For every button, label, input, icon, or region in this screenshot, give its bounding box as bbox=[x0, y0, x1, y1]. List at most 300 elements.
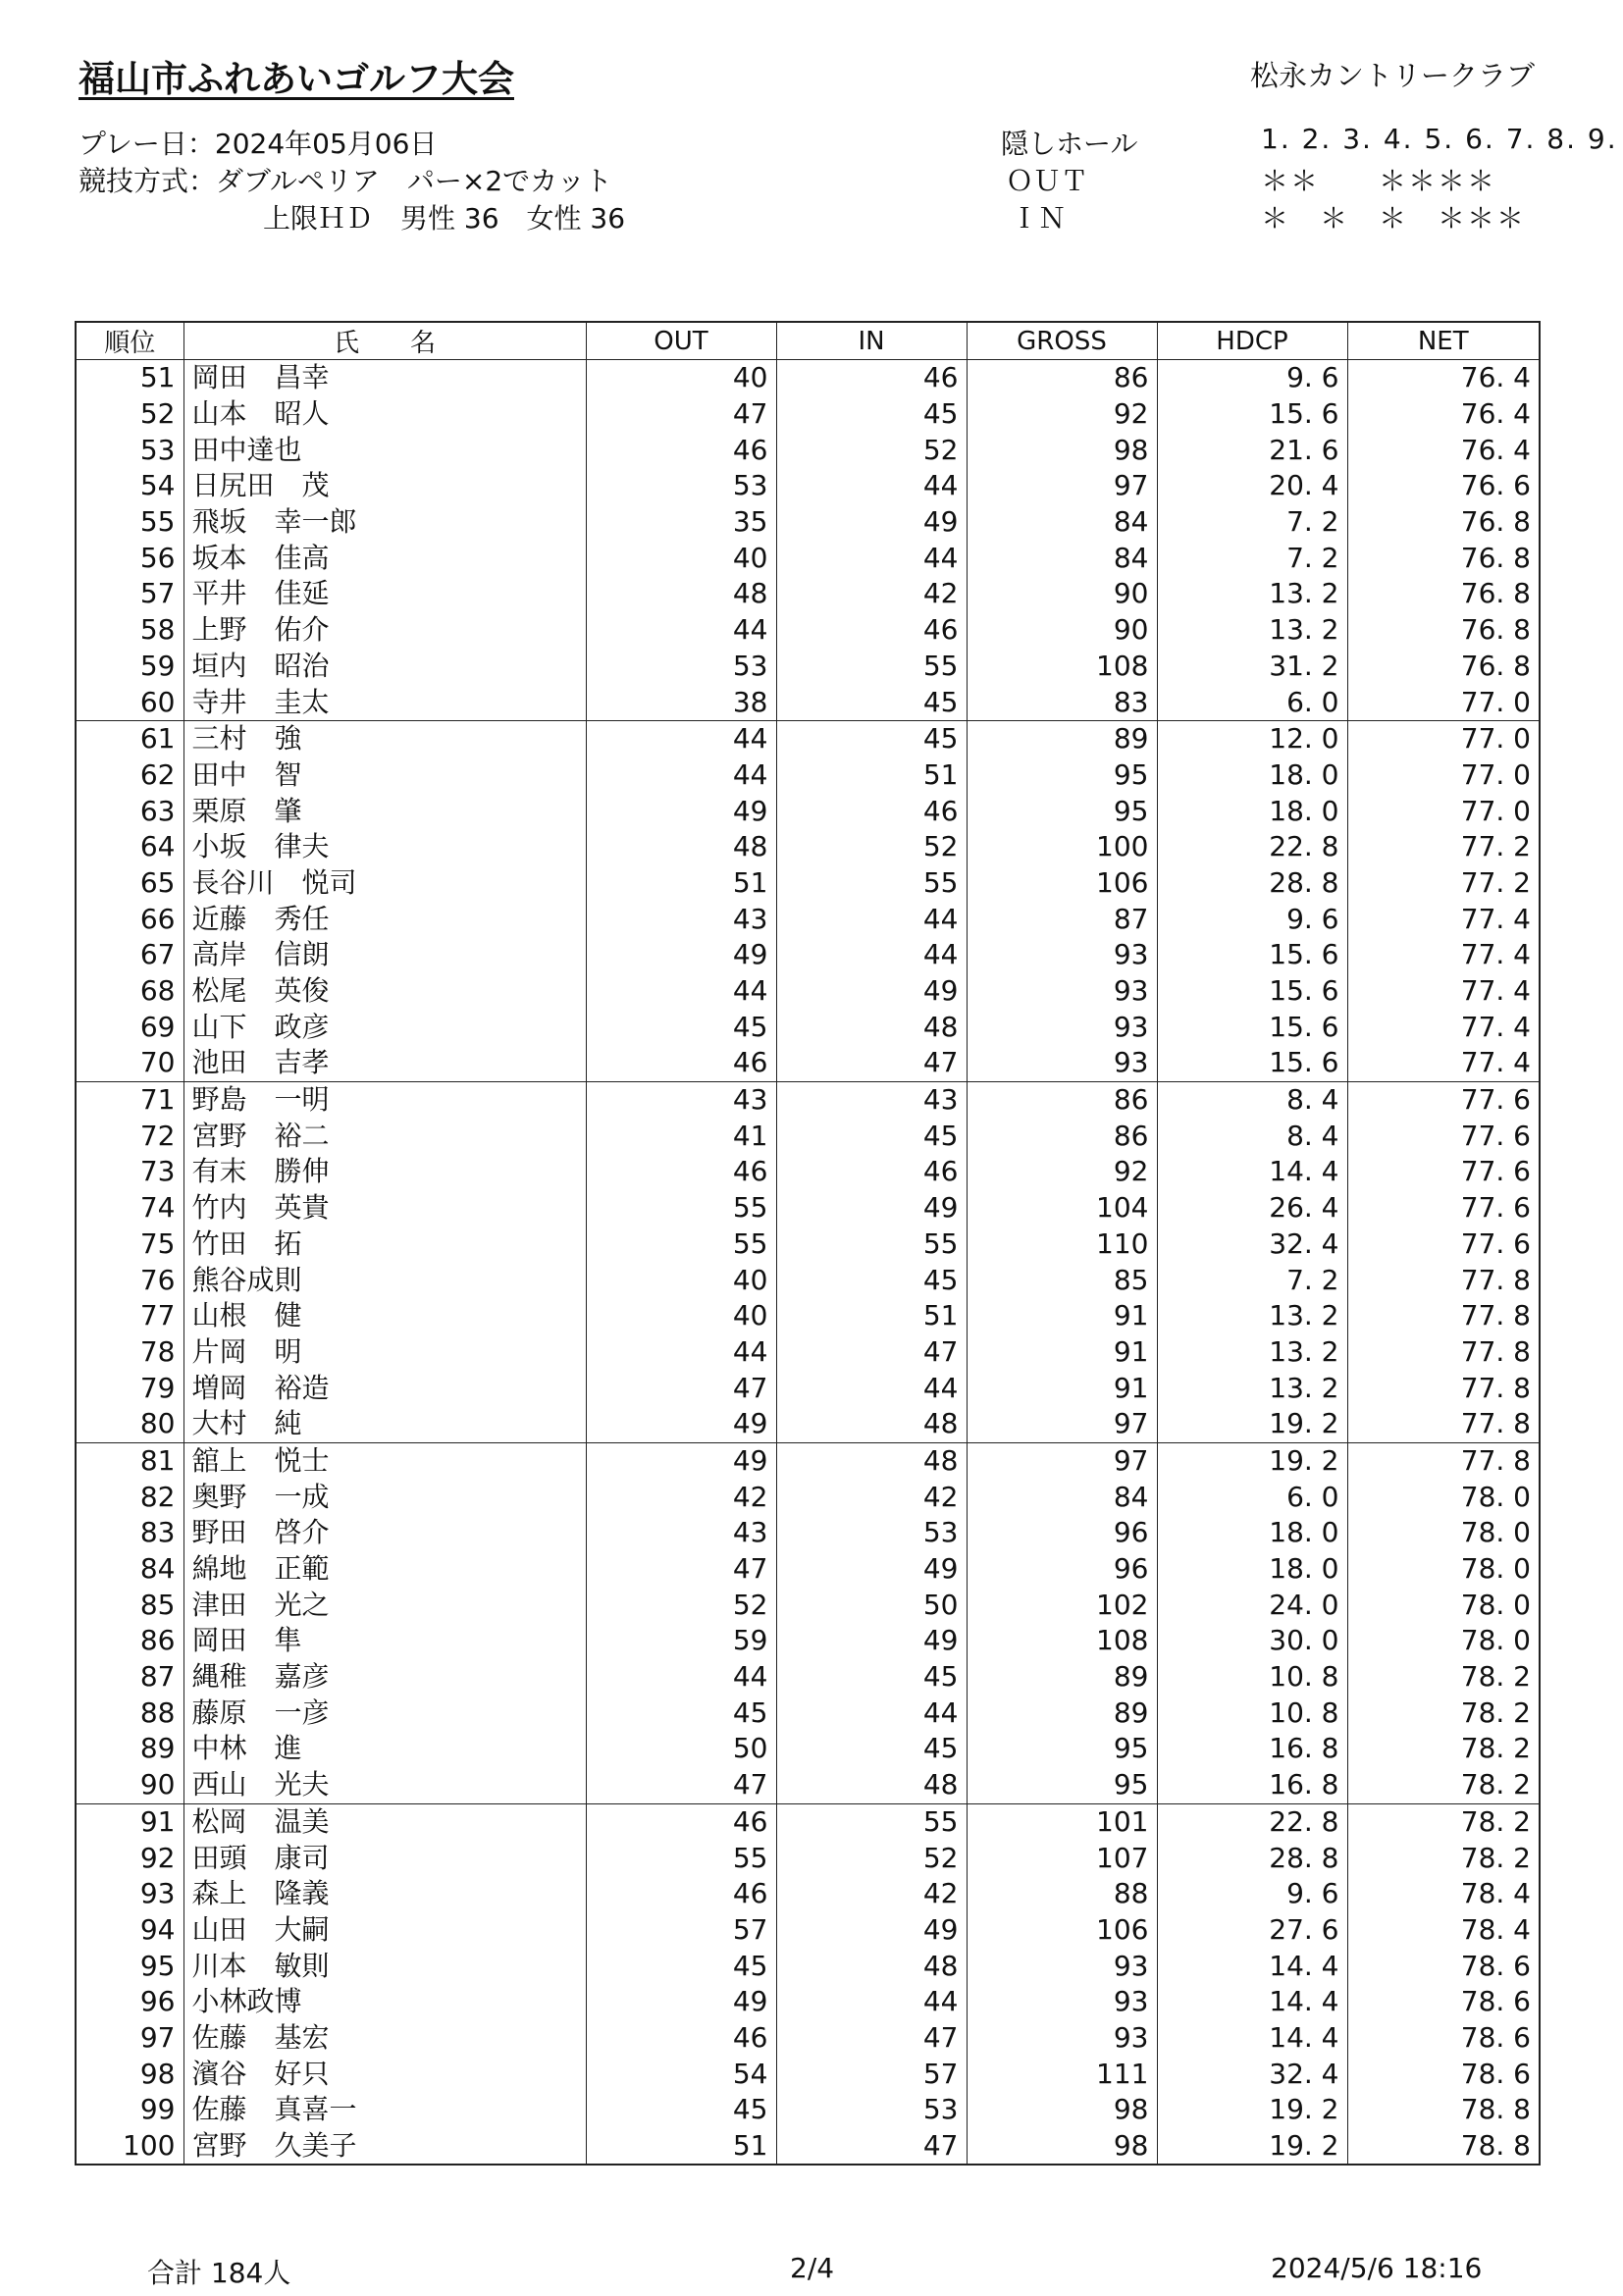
hdcp-cell: 9. 6 bbox=[1157, 901, 1347, 937]
in-cell: 44 bbox=[776, 468, 967, 504]
rank-cell: 98 bbox=[76, 2056, 183, 2092]
name-cell: 池田 吉孝 bbox=[183, 1045, 586, 1081]
out-cell: 40 bbox=[586, 1298, 776, 1334]
name-cell: 山下 政彦 bbox=[183, 1009, 586, 1045]
out-cell: 49 bbox=[586, 1984, 776, 2020]
rank-cell: 99 bbox=[76, 2092, 183, 2128]
rank-cell: 89 bbox=[76, 1731, 183, 1767]
out-cell: 40 bbox=[586, 540, 776, 576]
table-row bbox=[76, 720, 1540, 757]
rank-cell: 54 bbox=[76, 468, 183, 504]
gross-cell: 89 bbox=[967, 720, 1157, 757]
rank-cell: 78 bbox=[76, 1334, 183, 1371]
hidden-in-marks: ＊ ＊ ＊ ＊＊＊ bbox=[1261, 202, 1527, 235]
col-out: OUT bbox=[586, 322, 776, 360]
net-cell: 78. 4 bbox=[1347, 1876, 1540, 1912]
hdcp-cell: 31. 2 bbox=[1157, 649, 1347, 685]
out-cell: 53 bbox=[586, 468, 776, 504]
in-cell: 55 bbox=[776, 865, 967, 902]
hdcp-cell: 22. 8 bbox=[1157, 829, 1347, 865]
gross-cell: 91 bbox=[967, 1370, 1157, 1406]
out-cell: 46 bbox=[586, 1876, 776, 1912]
out-cell: 46 bbox=[586, 1154, 776, 1190]
table-row bbox=[76, 1154, 1540, 1190]
net-cell: 78. 2 bbox=[1347, 1803, 1540, 1840]
net-cell: 77. 0 bbox=[1347, 720, 1540, 757]
rank-cell: 85 bbox=[76, 1587, 183, 1623]
out-cell: 53 bbox=[586, 649, 776, 685]
out-cell: 49 bbox=[586, 937, 776, 973]
table-row bbox=[76, 684, 1540, 720]
hdcp-cell: 13. 2 bbox=[1157, 612, 1347, 649]
table-row bbox=[76, 1731, 1540, 1767]
gross-cell: 93 bbox=[967, 1009, 1157, 1045]
name-cell: 宮野 裕二 bbox=[183, 1118, 586, 1154]
net-cell: 78. 6 bbox=[1347, 2056, 1540, 2092]
in-cell: 45 bbox=[776, 1262, 967, 1298]
gross-cell: 97 bbox=[967, 1406, 1157, 1442]
out-cell: 57 bbox=[586, 1912, 776, 1949]
in-cell: 52 bbox=[776, 432, 967, 468]
name-cell: 平井 佳延 bbox=[183, 576, 586, 612]
in-cell: 44 bbox=[776, 1984, 967, 2020]
table-row bbox=[76, 829, 1540, 865]
in-cell: 53 bbox=[776, 1515, 967, 1551]
out-cell: 40 bbox=[586, 1262, 776, 1298]
in-cell: 47 bbox=[776, 2128, 967, 2166]
hidden-out-marks: ＊＊ ＊＊＊＊ bbox=[1261, 165, 1497, 197]
out-cell: 46 bbox=[586, 2020, 776, 2057]
rank-cell: 79 bbox=[76, 1370, 183, 1406]
gross-cell: 107 bbox=[967, 1840, 1157, 1876]
rank-cell: 68 bbox=[76, 973, 183, 1010]
in-cell: 47 bbox=[776, 1045, 967, 1081]
table-row bbox=[76, 973, 1540, 1010]
rank-cell: 87 bbox=[76, 1659, 183, 1696]
out-cell: 45 bbox=[586, 1948, 776, 1984]
hidden-out-label: ＯＵＴ bbox=[1006, 165, 1089, 197]
rank-cell: 94 bbox=[76, 1912, 183, 1949]
out-cell: 52 bbox=[586, 1587, 776, 1623]
net-cell: 77. 0 bbox=[1347, 793, 1540, 829]
gross-cell: 96 bbox=[967, 1515, 1157, 1551]
out-cell: 49 bbox=[586, 1406, 776, 1442]
net-cell: 78. 2 bbox=[1347, 1659, 1540, 1696]
in-cell: 44 bbox=[776, 1695, 967, 1731]
hdcp-cell: 15. 6 bbox=[1157, 396, 1347, 433]
hdcp-cell: 18. 0 bbox=[1157, 757, 1347, 794]
name-cell: 垣内 昭治 bbox=[183, 649, 586, 685]
out-cell: 40 bbox=[586, 360, 776, 396]
gross-cell: 93 bbox=[967, 973, 1157, 1010]
in-cell: 51 bbox=[776, 757, 967, 794]
net-cell: 76. 6 bbox=[1347, 468, 1540, 504]
name-cell: 熊谷成則 bbox=[183, 1262, 586, 1298]
rank-cell: 64 bbox=[76, 829, 183, 865]
in-cell: 42 bbox=[776, 1479, 967, 1515]
net-cell: 77. 8 bbox=[1347, 1262, 1540, 1298]
in-cell: 42 bbox=[776, 1876, 967, 1912]
col-in: IN bbox=[776, 322, 967, 360]
in-cell: 44 bbox=[776, 540, 967, 576]
gross-cell: 98 bbox=[967, 432, 1157, 468]
net-cell: 78. 6 bbox=[1347, 1948, 1540, 1984]
in-cell: 52 bbox=[776, 1840, 967, 1876]
in-cell: 45 bbox=[776, 1659, 967, 1696]
rank-cell: 60 bbox=[76, 684, 183, 720]
hdcp-cell: 28. 8 bbox=[1157, 1840, 1347, 1876]
hdcp-cell: 15. 6 bbox=[1157, 1045, 1347, 1081]
gross-cell: 83 bbox=[967, 684, 1157, 720]
hdcp-cell: 19. 2 bbox=[1157, 2092, 1347, 2128]
net-cell: 77. 4 bbox=[1347, 973, 1540, 1010]
net-cell: 77. 0 bbox=[1347, 684, 1540, 720]
gross-cell: 85 bbox=[967, 1262, 1157, 1298]
gross-cell: 93 bbox=[967, 1045, 1157, 1081]
hdcp-cell: 32. 4 bbox=[1157, 2056, 1347, 2092]
gross-cell: 86 bbox=[967, 360, 1157, 396]
name-cell: 津田 光之 bbox=[183, 1587, 586, 1623]
out-cell: 46 bbox=[586, 1803, 776, 1840]
out-cell: 54 bbox=[586, 2056, 776, 2092]
hdcp-cell: 28. 8 bbox=[1157, 865, 1347, 902]
name-cell: 中林 進 bbox=[183, 1731, 586, 1767]
hdcp-cell: 14. 4 bbox=[1157, 2020, 1347, 2057]
table-row bbox=[76, 865, 1540, 902]
out-cell: 47 bbox=[586, 1767, 776, 1803]
gross-cell: 84 bbox=[967, 1479, 1157, 1515]
rank-cell: 62 bbox=[76, 757, 183, 794]
out-cell: 42 bbox=[586, 1479, 776, 1515]
gross-cell: 95 bbox=[967, 757, 1157, 794]
in-cell: 49 bbox=[776, 973, 967, 1010]
total-participants: 合計 184人 bbox=[147, 2257, 291, 2289]
gross-cell: 86 bbox=[967, 1081, 1157, 1118]
in-cell: 50 bbox=[776, 1587, 967, 1623]
in-cell: 49 bbox=[776, 1623, 967, 1659]
out-cell: 47 bbox=[586, 1551, 776, 1588]
table-row bbox=[76, 901, 1540, 937]
hdcp-cell: 7. 2 bbox=[1157, 540, 1347, 576]
hdcp-cell: 6. 0 bbox=[1157, 1479, 1347, 1515]
name-cell: 日尻田 茂 bbox=[183, 468, 586, 504]
net-cell: 78. 2 bbox=[1347, 1767, 1540, 1803]
gross-cell: 92 bbox=[967, 1154, 1157, 1190]
table-row bbox=[76, 1081, 1540, 1118]
net-cell: 78. 0 bbox=[1347, 1551, 1540, 1588]
gross-cell: 106 bbox=[967, 1912, 1157, 1949]
net-cell: 77. 8 bbox=[1347, 1298, 1540, 1334]
rank-cell: 75 bbox=[76, 1226, 183, 1263]
rank-cell: 70 bbox=[76, 1045, 183, 1081]
out-cell: 46 bbox=[586, 1045, 776, 1081]
table-row bbox=[76, 1370, 1540, 1406]
gross-cell: 108 bbox=[967, 649, 1157, 685]
page-title: 福山市ふれあいゴルフ大会 bbox=[79, 58, 514, 100]
name-cell: 山本 昭人 bbox=[183, 396, 586, 433]
in-cell: 57 bbox=[776, 2056, 967, 2092]
gross-cell: 102 bbox=[967, 1587, 1157, 1623]
table-row bbox=[76, 612, 1540, 649]
name-cell: 舘上 悦士 bbox=[183, 1442, 586, 1479]
rank-cell: 96 bbox=[76, 1984, 183, 2020]
table-row bbox=[76, 2092, 1540, 2128]
in-cell: 43 bbox=[776, 1081, 967, 1118]
rank-cell: 67 bbox=[76, 937, 183, 973]
table-row bbox=[76, 1551, 1540, 1588]
in-cell: 46 bbox=[776, 360, 967, 396]
in-cell: 49 bbox=[776, 504, 967, 541]
out-cell: 46 bbox=[586, 432, 776, 468]
net-cell: 77. 6 bbox=[1347, 1190, 1540, 1226]
table-row bbox=[76, 1045, 1540, 1081]
hdcp-cell: 7. 2 bbox=[1157, 504, 1347, 541]
table-row bbox=[76, 1442, 1540, 1479]
table-row bbox=[76, 540, 1540, 576]
hdcp-cell: 15. 6 bbox=[1157, 973, 1347, 1010]
out-cell: 38 bbox=[586, 684, 776, 720]
net-cell: 77. 4 bbox=[1347, 1009, 1540, 1045]
in-cell: 53 bbox=[776, 2092, 967, 2128]
net-cell: 77. 8 bbox=[1347, 1370, 1540, 1406]
name-cell: 上野 佑介 bbox=[183, 612, 586, 649]
out-cell: 55 bbox=[586, 1190, 776, 1226]
name-cell: 栗原 肇 bbox=[183, 793, 586, 829]
name-cell: 小坂 律夫 bbox=[183, 829, 586, 865]
table-row bbox=[76, 1912, 1540, 1949]
rank-cell: 57 bbox=[76, 576, 183, 612]
hdcp-cell: 16. 8 bbox=[1157, 1731, 1347, 1767]
table-row bbox=[76, 1948, 1540, 1984]
out-cell: 41 bbox=[586, 1118, 776, 1154]
net-cell: 77. 6 bbox=[1347, 1081, 1540, 1118]
hdcp-cell: 7. 2 bbox=[1157, 1262, 1347, 1298]
hdcp-cell: 32. 4 bbox=[1157, 1226, 1347, 1263]
rank-cell: 97 bbox=[76, 2020, 183, 2057]
out-cell: 45 bbox=[586, 1009, 776, 1045]
table-row bbox=[76, 1190, 1540, 1226]
gross-cell: 88 bbox=[967, 1876, 1157, 1912]
table-row bbox=[76, 1479, 1540, 1515]
rank-cell: 69 bbox=[76, 1009, 183, 1045]
gross-cell: 93 bbox=[967, 2020, 1157, 2057]
handicap-limit: 上限ＨＤ 男性 36 女性 36 bbox=[263, 202, 626, 235]
name-cell: 有末 勝伸 bbox=[183, 1154, 586, 1190]
rank-cell: 56 bbox=[76, 540, 183, 576]
rank-cell: 66 bbox=[76, 901, 183, 937]
out-cell: 47 bbox=[586, 396, 776, 433]
out-cell: 43 bbox=[586, 901, 776, 937]
out-cell: 44 bbox=[586, 1659, 776, 1696]
rank-cell: 100 bbox=[76, 2128, 183, 2166]
rank-cell: 52 bbox=[76, 396, 183, 433]
gross-cell: 96 bbox=[967, 1551, 1157, 1588]
rank-cell: 72 bbox=[76, 1118, 183, 1154]
rank-cell: 93 bbox=[76, 1876, 183, 1912]
hdcp-cell: 10. 8 bbox=[1157, 1659, 1347, 1696]
in-cell: 45 bbox=[776, 1118, 967, 1154]
net-cell: 78. 6 bbox=[1347, 1984, 1540, 2020]
name-cell: 大村 純 bbox=[183, 1406, 586, 1442]
hdcp-cell: 8. 4 bbox=[1157, 1081, 1347, 1118]
in-cell: 55 bbox=[776, 649, 967, 685]
table-row bbox=[76, 1695, 1540, 1731]
gross-cell: 106 bbox=[967, 865, 1157, 902]
name-cell: 三村 強 bbox=[183, 720, 586, 757]
name-cell: 佐藤 真喜一 bbox=[183, 2092, 586, 2128]
in-cell: 49 bbox=[776, 1190, 967, 1226]
rank-cell: 81 bbox=[76, 1442, 183, 1479]
name-cell: 飛坂 幸一郎 bbox=[183, 504, 586, 541]
hdcp-cell: 9. 6 bbox=[1157, 360, 1347, 396]
name-cell: 山根 健 bbox=[183, 1298, 586, 1334]
rank-cell: 77 bbox=[76, 1298, 183, 1334]
hdcp-cell: 24. 0 bbox=[1157, 1587, 1347, 1623]
table-row bbox=[76, 576, 1540, 612]
net-cell: 77. 4 bbox=[1347, 901, 1540, 937]
name-cell: 宮野 久美子 bbox=[183, 2128, 586, 2166]
rank-cell: 82 bbox=[76, 1479, 183, 1515]
rank-cell: 71 bbox=[76, 1081, 183, 1118]
net-cell: 77. 4 bbox=[1347, 1045, 1540, 1081]
in-cell: 44 bbox=[776, 1370, 967, 1406]
out-cell: 43 bbox=[586, 1515, 776, 1551]
page-number: 2/4 bbox=[790, 2252, 835, 2284]
net-cell: 76. 4 bbox=[1347, 360, 1540, 396]
out-cell: 43 bbox=[586, 1081, 776, 1118]
name-cell: 田中 智 bbox=[183, 757, 586, 794]
table-row bbox=[76, 2056, 1540, 2092]
out-cell: 49 bbox=[586, 793, 776, 829]
net-cell: 78. 0 bbox=[1347, 1587, 1540, 1623]
in-cell: 47 bbox=[776, 2020, 967, 2057]
in-cell: 45 bbox=[776, 396, 967, 433]
rank-cell: 91 bbox=[76, 1803, 183, 1840]
in-cell: 45 bbox=[776, 720, 967, 757]
name-cell: 野田 啓介 bbox=[183, 1515, 586, 1551]
rank-cell: 76 bbox=[76, 1262, 183, 1298]
rank-cell: 53 bbox=[76, 432, 183, 468]
in-cell: 52 bbox=[776, 829, 967, 865]
hdcp-cell: 18. 0 bbox=[1157, 793, 1347, 829]
table-row bbox=[76, 1767, 1540, 1803]
rank-cell: 73 bbox=[76, 1154, 183, 1190]
net-cell: 76. 8 bbox=[1347, 649, 1540, 685]
out-cell: 59 bbox=[586, 1623, 776, 1659]
gross-cell: 104 bbox=[967, 1190, 1157, 1226]
table-row bbox=[76, 360, 1540, 396]
gross-cell: 84 bbox=[967, 504, 1157, 541]
out-cell: 49 bbox=[586, 1442, 776, 1479]
name-cell: 山田 大嗣 bbox=[183, 1912, 586, 1949]
hdcp-cell: 14. 4 bbox=[1157, 1154, 1347, 1190]
name-cell: 縄稚 嘉彦 bbox=[183, 1659, 586, 1696]
gross-cell: 93 bbox=[967, 1984, 1157, 2020]
col-name: 氏 名 bbox=[183, 322, 586, 360]
table-row bbox=[76, 1587, 1540, 1623]
hdcp-cell: 22. 8 bbox=[1157, 1803, 1347, 1840]
hdcp-cell: 14. 4 bbox=[1157, 1984, 1347, 2020]
net-cell: 78. 4 bbox=[1347, 1912, 1540, 1949]
out-cell: 44 bbox=[586, 720, 776, 757]
net-cell: 78. 2 bbox=[1347, 1695, 1540, 1731]
hdcp-cell: 21. 6 bbox=[1157, 432, 1347, 468]
gross-cell: 98 bbox=[967, 2092, 1157, 2128]
hdcp-cell: 19. 2 bbox=[1157, 1442, 1347, 1479]
table-row bbox=[76, 1334, 1540, 1371]
print-timestamp: 2024/5/6 18:16 bbox=[1271, 2252, 1483, 2284]
name-cell: 長谷川 悦司 bbox=[183, 865, 586, 902]
rank-cell: 90 bbox=[76, 1767, 183, 1803]
gross-cell: 111 bbox=[967, 2056, 1157, 2092]
gross-cell: 93 bbox=[967, 937, 1157, 973]
gross-cell: 92 bbox=[967, 396, 1157, 433]
net-cell: 78. 2 bbox=[1347, 1840, 1540, 1876]
hdcp-cell: 12. 0 bbox=[1157, 720, 1347, 757]
in-cell: 48 bbox=[776, 1009, 967, 1045]
rank-cell: 80 bbox=[76, 1406, 183, 1442]
table-row bbox=[76, 432, 1540, 468]
name-cell: 増岡 裕造 bbox=[183, 1370, 586, 1406]
in-cell: 49 bbox=[776, 1551, 967, 1588]
hidden-in-label: ＩＮ bbox=[1011, 202, 1067, 235]
hdcp-cell: 15. 6 bbox=[1157, 937, 1347, 973]
out-cell: 44 bbox=[586, 612, 776, 649]
hdcp-cell: 15. 6 bbox=[1157, 1009, 1347, 1045]
net-cell: 78. 0 bbox=[1347, 1479, 1540, 1515]
gross-cell: 86 bbox=[967, 1118, 1157, 1154]
gross-cell: 100 bbox=[967, 829, 1157, 865]
net-cell: 76. 8 bbox=[1347, 612, 1540, 649]
net-cell: 77. 6 bbox=[1347, 1118, 1540, 1154]
hdcp-cell: 6. 0 bbox=[1157, 684, 1347, 720]
gross-cell: 98 bbox=[967, 2128, 1157, 2166]
gross-cell: 93 bbox=[967, 1948, 1157, 1984]
out-cell: 47 bbox=[586, 1370, 776, 1406]
name-cell: 奥野 一成 bbox=[183, 1479, 586, 1515]
rank-cell: 86 bbox=[76, 1623, 183, 1659]
hdcp-cell: 13. 2 bbox=[1157, 1334, 1347, 1371]
rank-cell: 95 bbox=[76, 1948, 183, 1984]
in-cell: 47 bbox=[776, 1334, 967, 1371]
hdcp-cell: 9. 6 bbox=[1157, 1876, 1347, 1912]
out-cell: 45 bbox=[586, 2092, 776, 2128]
in-cell: 45 bbox=[776, 1731, 967, 1767]
name-cell: 田頭 康司 bbox=[183, 1840, 586, 1876]
hdcp-cell: 18. 0 bbox=[1157, 1551, 1347, 1588]
rank-cell: 92 bbox=[76, 1840, 183, 1876]
out-cell: 51 bbox=[586, 865, 776, 902]
table-row bbox=[76, 757, 1540, 794]
hdcp-cell: 13. 2 bbox=[1157, 576, 1347, 612]
col-net: NET bbox=[1347, 322, 1540, 360]
out-cell: 44 bbox=[586, 973, 776, 1010]
net-cell: 77. 2 bbox=[1347, 829, 1540, 865]
table-row bbox=[76, 1515, 1540, 1551]
table-row bbox=[76, 649, 1540, 685]
table-row bbox=[76, 1262, 1540, 1298]
in-cell: 42 bbox=[776, 576, 967, 612]
gross-cell: 91 bbox=[967, 1298, 1157, 1334]
table-row bbox=[76, 1984, 1540, 2020]
gross-cell: 97 bbox=[967, 1442, 1157, 1479]
net-cell: 76. 8 bbox=[1347, 504, 1540, 541]
in-cell: 55 bbox=[776, 1226, 967, 1263]
hdcp-cell: 13. 2 bbox=[1157, 1298, 1347, 1334]
name-cell: 竹内 英貴 bbox=[183, 1190, 586, 1226]
name-cell: 森上 隆義 bbox=[183, 1876, 586, 1912]
in-cell: 45 bbox=[776, 684, 967, 720]
